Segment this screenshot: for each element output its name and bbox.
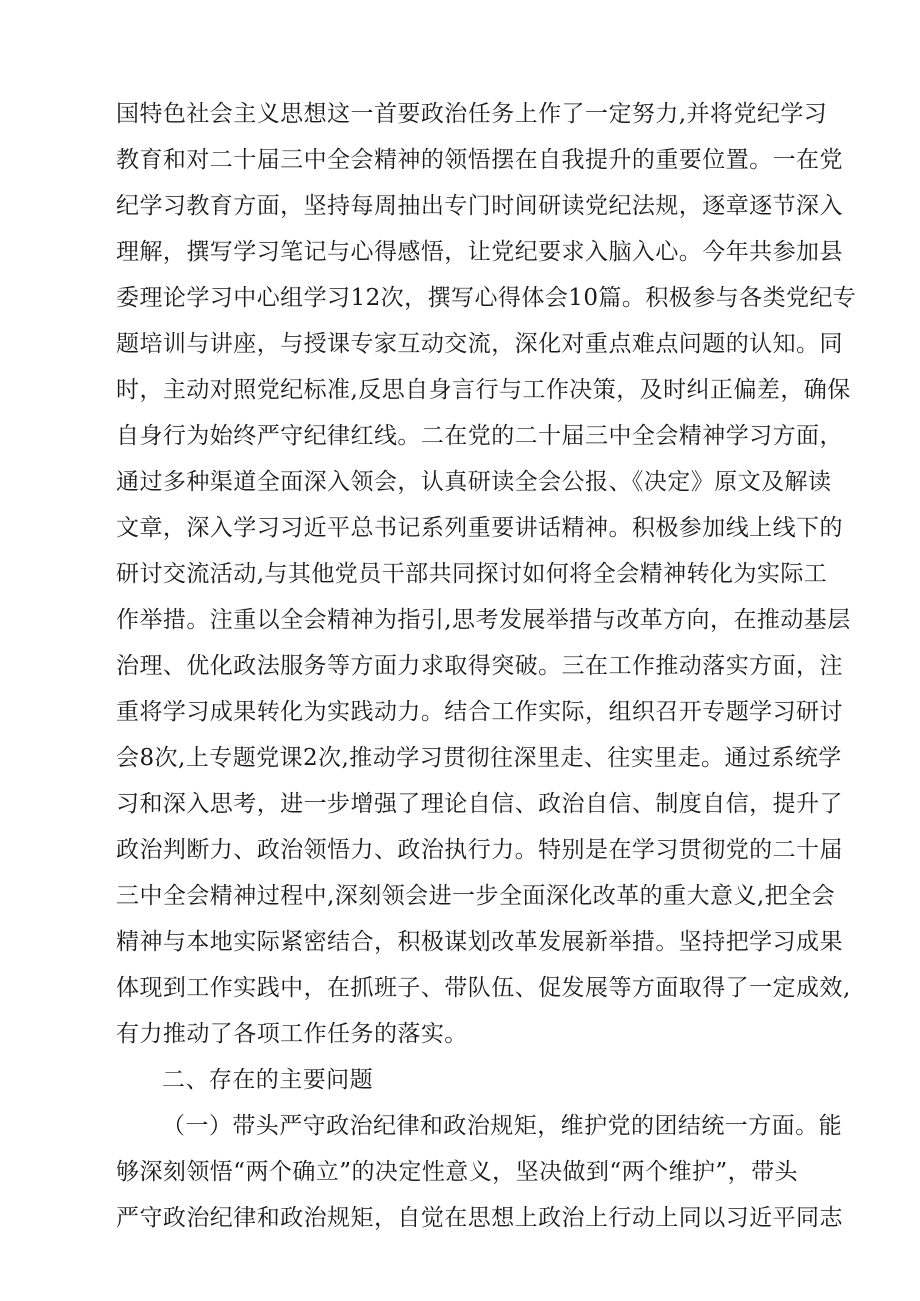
body-text-line: 理解，撰写学习笔记与心得感悟，让党纪要求入脑入心。今年共参加县 [116, 239, 843, 265]
section-heading: 二、存在的主要问题 [162, 1067, 374, 1093]
body-text-line: 委理论学习中心组学习12次，撰写心得体会10篇。积极参与各类党纪专 [116, 285, 857, 311]
body-text-line: 有力推动了各项工作任务的落实。 [116, 1021, 468, 1047]
body-text-line: 三中全会精神过程中,深刻领会进一步全面深化改革的重大意义,把全会 [116, 883, 836, 909]
body-text-line: 重将学习成果转化为实践动力。结合工作实际，组织召开专题学习研讨 [116, 699, 843, 725]
subsection-text-line: 严守政治纪律和政治规矩，自觉在思想上政治上行动上同以习近平同志 [116, 1205, 843, 1231]
body-text-line: 政治判断力、政治领悟力、政治执行力。特别是在学习贯彻党的二十届 [116, 837, 843, 863]
body-text-line: 文章，深入学习习近平总书记系列重要讲话精神。积极参加线上线下的 [116, 515, 843, 541]
body-text-line: 会8次,上专题党课2次,推动学习贯彻往深里走、往实里走。通过系统学 [116, 745, 842, 771]
body-text-line: 自身行为始终严守纪律红线。二在党的二十届三中全会精神学习方面， [116, 423, 843, 449]
body-text-line: 作举措。注重以全会精神为指引,思考发展举措与改革方向，在推动基层 [116, 607, 851, 633]
body-text-line: 教育和对二十届三中全会精神的领悟摆在自我提升的重要位置。一在党 [116, 147, 843, 173]
body-text-line: 研讨交流活动,与其他党员干部共同探讨如何将全会精神转化为实际工 [116, 561, 828, 587]
body-text-line: 国特色社会主义思想这一首要政治任务上作了一定努力,并将党纪学习 [116, 101, 828, 127]
body-text-line: 治理、优化政法服务等方面力求取得突破。三在工作推动落实方面，注 [116, 653, 843, 679]
body-text-line: 体现到工作实践中，在抓班子、带队伍、促发展等方面取得了一定成效, [116, 975, 851, 1001]
body-text-line: 题培训与讲座，与授课专家互动交流，深化对重点难点问题的认知。同 [116, 331, 843, 357]
body-text-line: 习和深入思考，进一步增强了理论自信、政治自信、制度自信，提升了 [116, 791, 843, 817]
subsection-text-line: 够深刻领悟“两个确立”的决定性意义，坚决做到“两个维护”，带头 [116, 1159, 798, 1185]
body-text-line: 纪学习教育方面，坚持每周抽出专门时间研读党纪法规，逐章逐节深入 [116, 193, 843, 219]
body-text-line: 时，主动对照党纪标准,反思自身言行与工作决策，及时纠正偏差，确保 [116, 377, 851, 403]
subsection-text-line: （一）带头严守政治纪律和政治规矩，维护党的团结统一方面。能 [162, 1113, 843, 1139]
body-text-line: 通过多种渠道全面深入领会，认真研读全会公报、《决定》原文及解读 [116, 469, 832, 495]
body-text-line: 精神与本地实际紧密结合，积极谋划改革发展新举措。坚持把学习成果 [116, 929, 843, 955]
